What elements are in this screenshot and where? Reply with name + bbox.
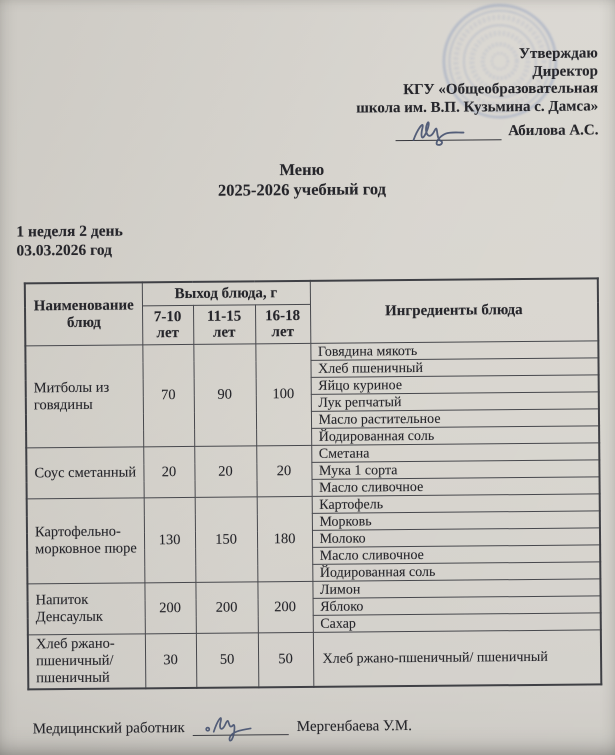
table-header-row — [25, 278, 598, 306]
col-header-output-group: Выход блюда, г — [142, 281, 310, 306]
ingredient-cell: Яйцо куриное — [311, 375, 599, 395]
director-signature-icon — [407, 116, 473, 147]
period-block — [16, 223, 123, 261]
ingredient-cell: Яблоко — [313, 596, 601, 616]
col-header-dish-name: Наименование блюд — [25, 282, 143, 346]
footer-block — [33, 713, 412, 739]
portion-cell: 180 — [257, 496, 313, 581]
portion-cell: 20 — [194, 446, 256, 498]
ingredient-cell: Масло растительное — [311, 409, 599, 429]
approval-line: КГУ «Общеобразовательная — [403, 80, 599, 99]
col-header-age-11-15: 11-15 лет — [193, 305, 255, 345]
school-year-line: 2025-2026 учебный год — [217, 178, 387, 200]
ingredient-cell: Хлеб ржано-пшеничный/ пшеничный — [313, 630, 601, 687]
ingredient-cell: Говядина мякоть — [310, 341, 598, 361]
director-signature-line — [395, 120, 501, 141]
portion-cell: 200 — [144, 582, 195, 633]
ingredient-cell: Хлеб пшеничный — [311, 358, 599, 378]
medical-signature-icon — [201, 710, 271, 743]
ingredient-cell: Сметана — [311, 443, 599, 463]
portion-cell: 50 — [258, 632, 314, 687]
col-header-ingredients: Ингредиенты блюда — [310, 278, 599, 343]
ingredient-cell: Молоко — [312, 528, 600, 548]
medical-worker-label: Медицинский работник — [32, 720, 185, 738]
col-header-age-7-10: 7-10 лет — [142, 305, 193, 344]
medical-worker-name: Мергенбаева У.М. — [296, 718, 413, 736]
ingredient-cell: Лук репчатый — [311, 392, 599, 412]
ingredient-cell: Картофель — [312, 494, 600, 514]
table-row — [28, 630, 601, 689]
ingredient-cell: Масло сливочное — [312, 545, 600, 565]
dish-name-cell: Напиток Денсаулык — [27, 583, 144, 635]
approval-line: школа им. В.П. Кузьмина с. Дамса» — [356, 97, 599, 116]
portion-cell: 20 — [256, 445, 311, 496]
col-header-age-16-18: 16-18 лет — [255, 304, 310, 343]
dish-name-cell: Соус сметанный — [26, 447, 143, 499]
medical-signature-line — [193, 714, 289, 736]
ingredient-cell: Морковь — [312, 511, 600, 531]
dish-name-cell: Хлеб ржано-пшеничный/ пшеничный — [28, 634, 145, 690]
portion-cell: 70 — [142, 344, 194, 446]
ingredient-cell: Йодированная соль — [312, 562, 600, 582]
approval-line: Утверждаю — [518, 45, 598, 63]
ingredient-cell: Сахар — [313, 613, 601, 633]
portion-cell: 50 — [196, 633, 258, 688]
portion-cell: 200 — [195, 582, 257, 634]
approval-line: Директор — [532, 62, 599, 80]
portion-cell: 130 — [144, 497, 196, 582]
portion-cell: 30 — [145, 633, 196, 688]
ingredient-cell: Лимон — [312, 579, 600, 599]
ingredient-cell: Мука 1 сорта — [311, 460, 599, 480]
portion-cell: 150 — [195, 497, 258, 583]
menu-table — [24, 277, 603, 690]
date-label: 03.03.2026 год — [16, 241, 113, 259]
portion-cell: 20 — [143, 446, 194, 497]
approval-block — [356, 45, 599, 141]
menu-title-line: Меню — [279, 159, 325, 180]
portion-cell: 200 — [257, 581, 312, 632]
dish-name-cell: Картофельно-морковное пюре — [27, 498, 145, 584]
director-signature-row — [356, 118, 598, 141]
dish-name-cell: Митболы из говядины — [25, 345, 143, 448]
director-name: Абилова А.С. — [508, 121, 599, 139]
menu-title — [0, 157, 606, 201]
ingredient-cell: Масло сливочное — [312, 477, 600, 497]
portion-cell: 90 — [193, 344, 256, 447]
ingredient-cell: Йодированная соль — [311, 426, 599, 446]
week-day-label: 1 неделя 2 день — [16, 222, 123, 241]
portion-cell: 100 — [255, 343, 311, 445]
